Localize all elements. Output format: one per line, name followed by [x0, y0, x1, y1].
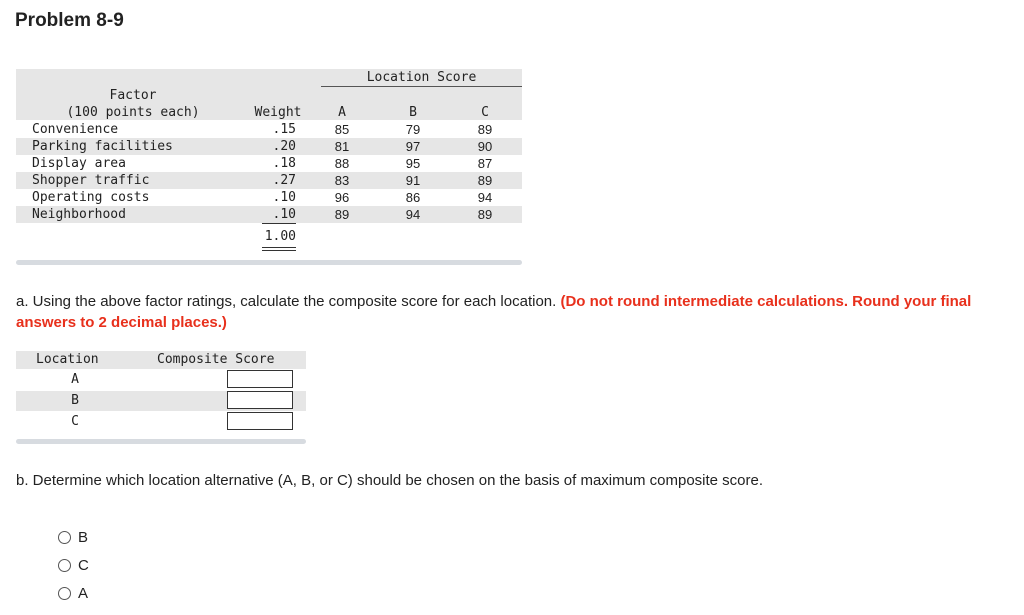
total-weight: 1.00: [264, 229, 296, 244]
radio-circle-icon[interactable]: [58, 559, 71, 572]
table-scrollbar[interactable]: [16, 260, 522, 265]
score-c: 89: [477, 173, 493, 188]
column-b-header: B: [409, 105, 417, 120]
location-header: Location: [36, 352, 99, 367]
column-a-header: A: [338, 105, 346, 120]
table-row: [16, 121, 522, 138]
problem-title: Problem 8-9: [15, 10, 124, 31]
question-a-text: a. Using the above factor ratings, calculate the composite score for each location.: [16, 293, 557, 310]
factor-weight: .20: [272, 139, 296, 154]
factor-weight: .10: [272, 207, 296, 222]
table-row: [16, 206, 522, 223]
radio-circle-icon[interactable]: [58, 587, 71, 600]
score-b: 86: [405, 190, 421, 205]
score-c: 89: [477, 207, 493, 222]
question-a-instruction: (Do not round intermediate calculations. Round your final answers to 2 decimal places.): [16, 293, 972, 331]
score-a: 81: [334, 139, 350, 154]
composite-row: [16, 412, 306, 432]
composite-score-c-input[interactable]: [227, 412, 293, 430]
factor-name: Shopper traffic: [32, 173, 150, 188]
total-double-underline: [262, 250, 296, 251]
table-row: [16, 138, 522, 155]
radio-circle-icon[interactable]: [58, 531, 71, 544]
score-a: 96: [334, 190, 350, 205]
factor-weight: .27: [272, 173, 296, 188]
composite-row: [16, 391, 306, 411]
composite-table-scrollbar[interactable]: [16, 439, 306, 444]
score-c: 87: [477, 156, 493, 171]
composite-score-header: Composite Score: [157, 352, 275, 367]
location-score-header: Location Score: [366, 70, 477, 85]
factor-weight: .10: [272, 190, 296, 205]
question-a: [16, 291, 1011, 333]
factor-weight: .15: [272, 122, 296, 137]
option-a[interactable]: [58, 583, 88, 603]
factor-name: Convenience: [32, 122, 119, 137]
score-c: 90: [477, 139, 493, 154]
column-c-header: C: [481, 105, 489, 120]
location-label: A: [71, 372, 79, 387]
score-c: 89: [477, 122, 493, 137]
score-a: 83: [334, 173, 350, 188]
composite-score-a-input[interactable]: [227, 370, 293, 388]
total-double-underline: [262, 247, 296, 248]
option-label: B: [78, 528, 89, 546]
score-b: 97: [405, 139, 421, 154]
composite-row: [16, 370, 306, 390]
table-row: [16, 189, 522, 206]
location-label: C: [71, 414, 79, 429]
option-b[interactable]: [58, 527, 88, 547]
score-b: 94: [405, 207, 421, 222]
factor-name: Display area: [32, 156, 126, 171]
location-label: B: [71, 393, 79, 408]
score-a: 85: [334, 122, 350, 137]
factor-name: Neighborhood: [32, 207, 126, 222]
score-b: 95: [405, 156, 421, 171]
question-b: b. Determine which location alternative (A, B, or C) should be chosen on the basis of maximum composite score.: [16, 472, 764, 489]
option-label: C: [78, 556, 89, 574]
option-c[interactable]: [58, 555, 89, 575]
factor-subheader: (100 points each): [66, 105, 200, 120]
factor-weight: .18: [272, 156, 296, 171]
table-row: [16, 155, 522, 172]
score-a: 88: [334, 156, 350, 171]
factor-name: Parking facilities: [32, 139, 173, 154]
score-b: 79: [405, 122, 421, 137]
score-a: 89: [334, 207, 350, 222]
factor-header: Factor: [109, 88, 157, 103]
location-score-rule: [321, 86, 522, 87]
option-label: A: [78, 584, 89, 602]
weight-header: Weight: [254, 105, 302, 120]
composite-score-b-input[interactable]: [227, 391, 293, 409]
table-row: [16, 172, 522, 189]
factor-name: Operating costs: [32, 190, 150, 205]
weight-underline: [262, 223, 296, 224]
score-c: 94: [477, 190, 493, 205]
score-b: 91: [405, 173, 421, 188]
